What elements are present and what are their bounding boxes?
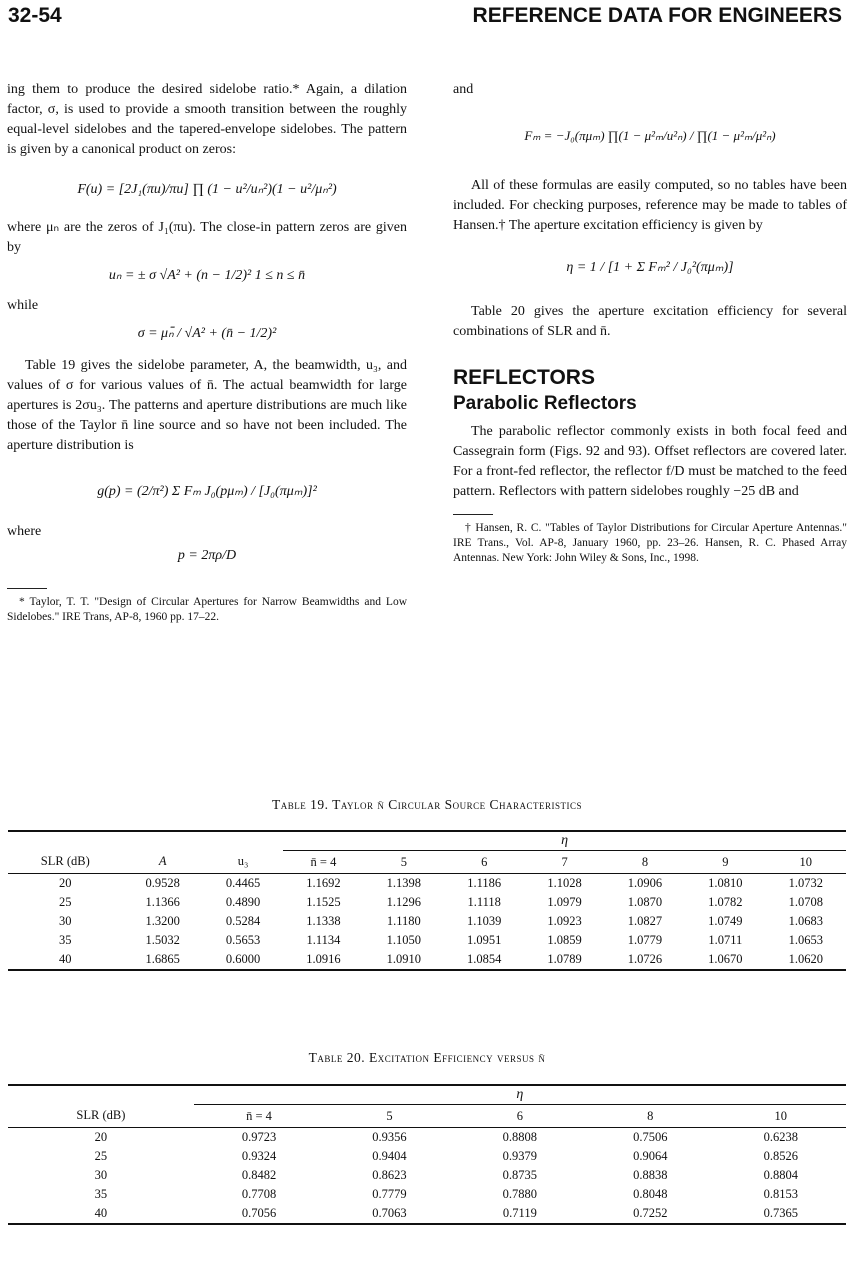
table-cell: 0.8735 [502, 1168, 538, 1182]
table-cell: 0.7708 [241, 1187, 277, 1201]
table-cell: 1.1039 [467, 914, 502, 928]
table-cell: 1.0708 [788, 895, 823, 909]
table-cell: 0.7056 [194, 1204, 324, 1224]
table-cell: 1.0906 [627, 876, 663, 890]
table-cell: 1.6865 [123, 950, 203, 970]
table-cell: 0.6000 [203, 950, 283, 970]
table-cell: 1.0726 [605, 950, 685, 970]
table-row [8, 950, 846, 970]
table-cell: 0.5284 [225, 914, 261, 928]
table-cell: 0.9404 [372, 1149, 407, 1163]
table-cell: 1.0789 [524, 950, 604, 970]
table-cell: 0.7063 [324, 1204, 454, 1224]
footnote-rule [453, 514, 493, 515]
table-cell: 20 [94, 1130, 108, 1144]
table-row [8, 1185, 846, 1204]
table-cell: 1.1525 [306, 895, 341, 909]
table-cell: 1.0749 [708, 914, 743, 928]
paragraph: where μₙ are the zeros of J₁(πu). The close-in pattern zeros are given by [7, 220, 407, 255]
column-header: 6 [455, 1105, 585, 1128]
column-header: 5 [364, 851, 444, 874]
column-header: 8 [585, 1105, 715, 1128]
table-cell: 20 [59, 876, 72, 890]
equation-zeros: uₙ = ± σ √A² + (n − 1/2)² 1 ≤ n ≤ n̄ [108, 268, 306, 283]
table-cell: 0.7779 [372, 1187, 407, 1201]
column-header: 9 [685, 851, 765, 874]
table-cell: 40 [8, 1204, 194, 1224]
equation-aperture-distribution: g(p) = (2/π²) Σ Fₘ J₀(pμₘ) / [J₀(πμₘ)]² [97, 484, 317, 499]
table19 [8, 830, 846, 971]
table-row [8, 912, 846, 931]
table-cell: 1.0979 [547, 895, 582, 909]
table-cell: 35 [94, 1187, 108, 1201]
table-cell: 40 [8, 950, 123, 970]
column-header: 5 [324, 1105, 454, 1128]
table-cell: 1.0951 [467, 933, 502, 947]
table-cell: 1.0670 [685, 950, 765, 970]
table-cell: 0.9064 [633, 1149, 668, 1163]
table-cell: 1.1338 [306, 914, 341, 928]
table-cell: 1.1692 [306, 876, 341, 890]
table-cell: 1.0859 [547, 933, 582, 947]
table-cell: 1.1134 [306, 933, 341, 947]
table-cell: 1.0782 [708, 895, 743, 909]
column-header: A [123, 851, 203, 874]
table-row [8, 1204, 846, 1224]
column-header: 8 [605, 851, 685, 874]
running-title: REFERENCE DATA FOR ENGINEERS [472, 4, 842, 27]
eta-header: η [283, 831, 846, 851]
column-header: n̄ = 4 [194, 1105, 324, 1128]
paragraph: All of these formulas are easily computed, so no tables have been included. For checking purposes, reference may be made to tables of Hansen.† The aperture excitation efficiency is given by [453, 178, 847, 233]
table-row [8, 874, 846, 894]
table-cell: 1.0827 [627, 914, 663, 928]
table-cell: 1.0923 [547, 914, 582, 928]
table-cell: 0.5653 [225, 933, 261, 947]
left-column [7, 80, 407, 625]
table-cell: 0.8838 [633, 1168, 668, 1182]
table-cell: 1.0732 [788, 876, 823, 890]
table-cell: 1.5032 [145, 933, 180, 947]
paragraph: Table 20 gives the aperture excitation efficiency for several combinations of SLR and n̄. [453, 304, 847, 339]
table-cell: 1.0683 [788, 914, 823, 928]
table-cell: 1.1296 [386, 895, 421, 909]
footnote-taylor: * Taylor, T. T. "Design of Circular Apertures for Narrow Beamwidths and Low Sidelobes." IRE Trans, AP-8, 1960 pp. 17–22. [7, 596, 407, 623]
right-column [453, 80, 847, 566]
label-while: while [7, 298, 39, 313]
table-cell: 0.7119 [455, 1204, 585, 1224]
table-cell: 0.8808 [502, 1130, 538, 1144]
paragraph: ing them to produce the desired sidelobe ratio.* Again, a dilation factor, σ, is used to provide a smooth transition between the roughly equal-level sidelobes and the tapered-envelope sidelobes. The pattern is given by a canonical product on zeros: [7, 82, 407, 157]
column-header: u₃ [203, 851, 283, 874]
table-cell: 0.9356 [372, 1130, 407, 1144]
table-cell: 0.4465 [225, 876, 261, 890]
table-cell: 0.8482 [241, 1168, 277, 1182]
table-cell: 1.1398 [386, 876, 421, 890]
table-row [8, 1147, 846, 1166]
equation-p: p = 2πρ/D [177, 548, 237, 563]
table-cell: 30 [59, 914, 72, 928]
column-header: n̄ = 4 [283, 851, 363, 874]
table-cell: 0.8153 [763, 1187, 798, 1201]
table-cell: 1.0916 [283, 950, 363, 970]
table20-caption: Table 20. Excitation Efficiency versus n̄ [308, 1050, 546, 1065]
table-row [8, 1166, 846, 1185]
equation-sigma: σ = μₙ̄ / √A² + (n̄ − 1/2)² [137, 326, 277, 341]
table-cell: 0.4890 [225, 895, 261, 909]
table-cell: 1.1366 [145, 895, 180, 909]
table-cell: 1.0854 [444, 950, 524, 970]
eta-header: η [194, 1085, 846, 1105]
table-cell: 1.0620 [766, 950, 847, 970]
table-cell: 0.9324 [241, 1149, 277, 1163]
section-heading: REFLECTORS [453, 366, 595, 389]
table-cell: 0.8804 [763, 1168, 798, 1182]
table-cell: 1.0810 [708, 876, 743, 890]
table-cell: 25 [59, 895, 72, 909]
column-header: 7 [524, 851, 604, 874]
paragraph: The parabolic reflector commonly exists in both focal feed and Cassegrain form (Figs. 92 and 93). Offset reflectors are covered later. For a front-fed reflector, the reflector f/D must be matched to the feed pattern. Reflectors with pattern sidelobes roughly −25 dB and [453, 424, 847, 499]
table-cell: 1.0711 [708, 933, 743, 947]
table-cell: 0.7365 [716, 1204, 847, 1224]
equation-pattern: F(u) = [2J₁(πu)/πu] ∏ (1 − u²/uₙ²)(1 − u²/μₙ²) [77, 182, 337, 197]
footnote-hansen: † Hansen, R. C. "Tables of Taylor Distributions for Circular Aperture Antennas." IRE Trans., Vol. AP-8, January 1960, pp. 23–26. Hansen, R. C. Phased Array Antennas. New York: John Wiley & Sons, Inc., 1998. [453, 522, 847, 564]
table-cell: 35 [59, 933, 72, 947]
table-cell: 0.9723 [241, 1130, 277, 1144]
table-cell: 1.0910 [364, 950, 444, 970]
table-cell: 1.1118 [467, 895, 501, 909]
table-cell: 1.1050 [386, 933, 421, 947]
column-header: 10 [716, 1105, 847, 1128]
column-header: SLR (dB) [8, 851, 123, 874]
table-row [8, 1128, 846, 1148]
equation-Fm: Fₘ = −J₀(πμₘ) ∏(1 − μ²ₘ/u²ₙ) / ∏(1 − μ²ₘ/μ²ₙ) [524, 128, 776, 143]
table-cell: 0.8623 [372, 1168, 407, 1182]
table-cell: 1.0870 [627, 895, 663, 909]
table-cell: 0.8048 [633, 1187, 668, 1201]
subsection-heading: Parabolic Reflectors [453, 393, 637, 414]
table-cell: 25 [94, 1149, 108, 1163]
equation-efficiency: η = 1 / [1 + Σ Fₘ² / J₀²(πμₘ)] [566, 260, 734, 275]
table-cell: 0.7506 [633, 1130, 668, 1144]
paragraph: Table 19 gives the sidelobe parameter, A, the beamwidth, u₃, and values of σ for various values of n̄. The actual beamwidth for large apertures is 2σu₃. The patterns and aperture distributions are much like those of the Taylor n̄ line source and so have not been included. The aperture distribution is [7, 358, 407, 453]
label-where: where [7, 524, 42, 539]
column-header: 6 [444, 851, 524, 874]
running-header [8, 4, 842, 30]
table-row [8, 893, 846, 912]
table19-caption: Table 19. Taylor n̄ Circular Source Characteristics [271, 797, 583, 812]
table-cell: 0.9379 [502, 1149, 538, 1163]
table-cell: 0.7252 [585, 1204, 715, 1224]
table-cell: 0.7880 [502, 1187, 538, 1201]
table-cell: 0.9528 [145, 876, 180, 890]
table-cell: 1.1186 [467, 876, 502, 890]
page-number: 32-54 [8, 4, 62, 27]
table-cell: 1.0779 [627, 933, 663, 947]
column-header: 10 [766, 851, 847, 874]
table-cell: 0.6238 [763, 1130, 798, 1144]
table-cell: 1.3200 [145, 914, 180, 928]
table-row [8, 931, 846, 950]
table-cell: 1.1180 [386, 914, 421, 928]
table-cell: 0.8526 [763, 1149, 798, 1163]
table-cell: 1.1028 [547, 876, 582, 890]
label-and: and [453, 82, 474, 97]
table-cell: 1.0653 [788, 933, 823, 947]
table-cell: 30 [94, 1168, 108, 1182]
table20 [8, 1084, 846, 1225]
footnote-rule [7, 588, 47, 589]
column-header: SLR (dB) [8, 1105, 194, 1128]
